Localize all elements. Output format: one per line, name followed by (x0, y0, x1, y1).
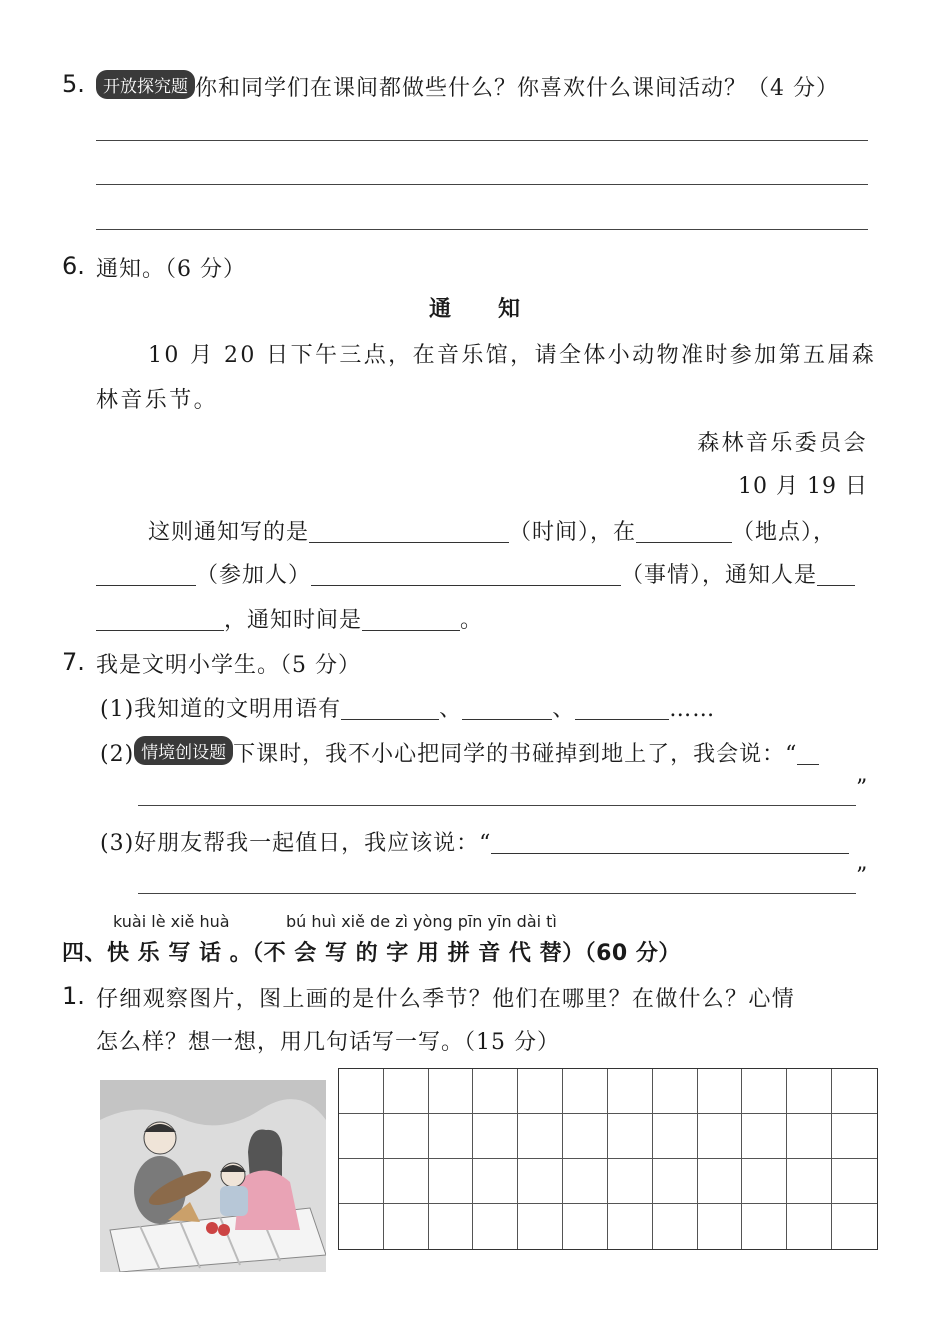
q7-sub3-text: (3)好朋友帮我一起值日，我应该说：“ (100, 831, 492, 856)
grid-cell[interactable] (608, 1114, 653, 1159)
q7-sub2-tag-badge: 情境创设题 (134, 736, 233, 765)
grid-cell[interactable] (518, 1114, 563, 1159)
grid-cell[interactable] (384, 1159, 429, 1204)
writing-grid[interactable] (338, 1068, 878, 1250)
grid-cell[interactable] (832, 1159, 877, 1204)
q6-fill-line-2 (96, 558, 855, 589)
grid-cell[interactable] (742, 1159, 787, 1204)
notice-date: 10 月 19 日 (738, 474, 868, 499)
grid-cell[interactable] (832, 1069, 877, 1114)
q5-answer-line-2[interactable] (96, 184, 868, 185)
q7-text: 我是文明小学生。（5 分） (96, 653, 361, 678)
grid-cell[interactable] (429, 1069, 474, 1114)
fill-label-end: 。 (460, 608, 484, 633)
blank-place[interactable] (636, 520, 732, 543)
q5-tag-badge: 开放探究题 (96, 70, 195, 99)
q7-sub3-close-quote: ” (856, 864, 869, 889)
section4-title: 四、快 乐 写 话 。（不 会 写 的 字 用 拼 音 代 替）（60 分） (62, 941, 681, 966)
blank-thanks-a[interactable] (491, 831, 849, 854)
q7-sub2-answer-line[interactable] (138, 805, 856, 806)
section4-pinyin-1: kuài lè xiě huà (113, 912, 230, 931)
q7-sub3-answer-line[interactable] (138, 893, 856, 894)
grid-cell[interactable] (473, 1114, 518, 1159)
notice-body-line-1: 10 月 20 日下午三点，在音乐馆，请全体小动物准时参加第五届森 (148, 343, 877, 368)
blank-event[interactable] (311, 563, 621, 586)
grid-cell[interactable] (429, 1159, 474, 1204)
q5-prompt (96, 70, 839, 102)
section4-pinyin-2: bú huì xiě de zì yòng pīn yīn dài tì (286, 912, 557, 931)
blank-polite-3[interactable] (575, 697, 669, 720)
fill-label-intro: 这则通知写的是 (148, 520, 310, 545)
grid-cell[interactable] (698, 1069, 743, 1114)
grid-cell[interactable] (698, 1204, 743, 1249)
grid-cell[interactable] (787, 1069, 832, 1114)
fill-label-participants: （参加人） (196, 563, 312, 588)
grid-cell[interactable] (563, 1159, 608, 1204)
grid-cell[interactable] (473, 1204, 518, 1249)
q1-number: 1. (62, 982, 85, 1010)
grid-cell[interactable] (787, 1159, 832, 1204)
notice-title: 通 知 (428, 297, 521, 322)
grid-cell[interactable] (787, 1114, 832, 1159)
blank-notifier-a[interactable] (817, 563, 855, 586)
q7-sub1 (100, 692, 715, 723)
grid-cell[interactable] (653, 1069, 698, 1114)
q5-text: 你和同学们在课间都做些什么？你喜欢什么课间活动？（4 分） (195, 76, 839, 101)
grid-cell[interactable] (339, 1204, 384, 1249)
q5-answer-line-1[interactable] (96, 140, 868, 141)
q1-line-1: 仔细观察图片，图上画的是什么季节？他们在哪里？在做什么？心情 (96, 987, 796, 1012)
grid-cell[interactable] (518, 1069, 563, 1114)
blank-polite-2[interactable] (462, 697, 552, 720)
grid-cell[interactable] (563, 1204, 608, 1249)
grid-cell[interactable] (473, 1159, 518, 1204)
grid-cell[interactable] (384, 1069, 429, 1114)
blank-participants[interactable] (96, 563, 196, 586)
q7-number: 7. (62, 648, 85, 676)
q7-sub2-text: 下课时，我不小心把同学的书碰掉到地上了，我会说：“ (233, 742, 798, 767)
grid-cell[interactable] (339, 1114, 384, 1159)
grid-cell[interactable] (608, 1204, 653, 1249)
q5-number: 5. (62, 70, 85, 98)
blank-notifier-b[interactable] (96, 608, 224, 631)
q7-sub1-sep-1: 、 (439, 697, 463, 722)
grid-cell[interactable] (832, 1114, 877, 1159)
grid-cell[interactable] (653, 1159, 698, 1204)
q6-number: 6. (62, 252, 85, 280)
grid-cell[interactable] (339, 1159, 384, 1204)
q7-sub2-prefix: (2) (100, 742, 135, 767)
grid-cell[interactable] (608, 1159, 653, 1204)
grid-cell[interactable] (384, 1114, 429, 1159)
q6-text: 通知。（6 分） (96, 257, 246, 282)
fill-label-event: （事情），通知人是 (621, 563, 818, 588)
grid-cell[interactable] (698, 1159, 743, 1204)
blank-notice-time[interactable] (362, 608, 460, 631)
grid-cell[interactable] (563, 1069, 608, 1114)
q6-fill-line-1 (148, 515, 836, 546)
grid-cell[interactable] (518, 1159, 563, 1204)
grid-cell[interactable] (742, 1114, 787, 1159)
grid-cell[interactable] (384, 1204, 429, 1249)
q5-answer-line-3[interactable] (96, 229, 868, 230)
blank-polite-1[interactable] (341, 697, 439, 720)
q7-sub3 (100, 826, 849, 857)
q7-sub2-close-quote: ” (856, 776, 869, 801)
blank-time[interactable] (309, 520, 509, 543)
grid-cell[interactable] (518, 1204, 563, 1249)
grid-cell[interactable] (742, 1204, 787, 1249)
q1-line-2: 怎么样？想一想，用几句话写一写。（15 分） (96, 1030, 560, 1055)
grid-cell[interactable] (832, 1204, 877, 1249)
notice-body-line-2: 林音乐节。 (96, 388, 219, 413)
grid-cell[interactable] (653, 1204, 698, 1249)
grid-cell[interactable] (429, 1204, 474, 1249)
grid-cell[interactable] (653, 1114, 698, 1159)
picnic-illustration (100, 1080, 326, 1272)
q7-sub1-ellipsis: …… (669, 697, 716, 722)
grid-cell[interactable] (608, 1069, 653, 1114)
grid-cell[interactable] (339, 1069, 384, 1114)
fill-label-place: （地点）， (732, 520, 837, 545)
q6-fill-line-3 (96, 603, 483, 634)
q7-sub1-sep-2: 、 (552, 697, 576, 722)
q7-sub1-prefix: (1)我知道的文明用语有 (100, 697, 342, 722)
grid-cell[interactable] (787, 1204, 832, 1249)
grid-cell[interactable] (473, 1069, 518, 1114)
q7-sub2 (100, 736, 819, 768)
grid-cell[interactable] (563, 1114, 608, 1159)
notice-signer: 森林音乐委员会 (697, 431, 868, 456)
grid-cell[interactable] (742, 1069, 787, 1114)
fill-label-time: （时间），在 (509, 520, 637, 545)
blank-apology-a[interactable] (797, 742, 819, 765)
fill-label-notice-time: ，通知时间是 (224, 608, 363, 633)
grid-cell[interactable] (429, 1114, 474, 1159)
grid-cell[interactable] (698, 1114, 743, 1159)
